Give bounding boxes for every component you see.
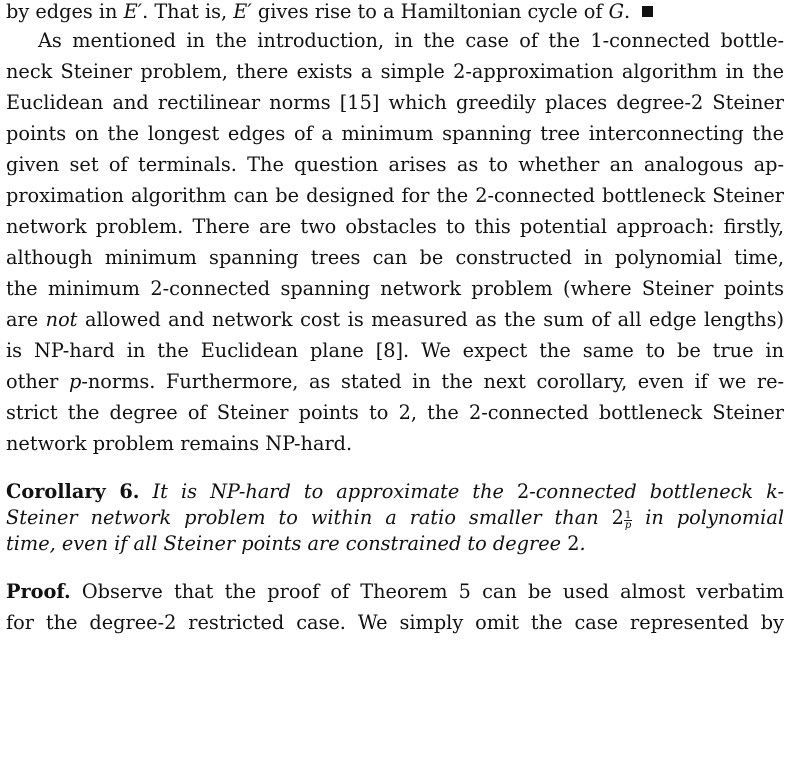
- text-line: by edges in E′. That is, E′ gives rise to a Hamiltonian cycle of G.: [6, 0, 784, 24]
- text-line: strict the degree of Steiner points to 2, the 2-connected bottleneck Steiner: [6, 401, 784, 424]
- exponent-fraction: $\frac{1}{p}$: [624, 510, 632, 531]
- proof-line: for the degree-2 restricted case. We simply omit the case represented by: [6, 611, 784, 634]
- text-line: although minimum spanning trees can be constructed in polynomial time,: [6, 246, 784, 269]
- text-line: proximation algorithm can be designed for the 2-connected bottleneck Steiner: [6, 184, 784, 207]
- proof-line: Proof. Observe that the proof of Theorem 5 can be used almost verbatim: [6, 580, 784, 603]
- corollary-label: Corollary 6.: [6, 480, 140, 503]
- text-line: are not allowed and network cost is measured as the sum of all edge lengths): [6, 308, 784, 331]
- text-line: Euclidean and rectilinear norms [15] which greedily places degree-2 Steiner: [6, 91, 784, 114]
- emphasis-text: not: [45, 308, 78, 331]
- corollary-line: Corollary 6. It is NP-hard to approximate the 2-connected bottleneck k-: [6, 480, 785, 503]
- text-line: As mentioned in the introduction, in the case of the 1-connected bottle-: [38, 29, 784, 52]
- text-line: points on the longest edges of a minimum spanning tree interconnecting the: [6, 122, 784, 145]
- proof-label: Proof.: [6, 580, 71, 603]
- qed-square-icon: [642, 6, 653, 17]
- text-line: network problem. There are two obstacles to this potential approach: firstly,: [6, 215, 784, 238]
- text-line: neck Steiner problem, there exists a simple 2-approximation algorithm in the: [6, 60, 784, 83]
- text-line: network problem remains NP-hard.: [6, 432, 353, 455]
- text-line: is NP-hard in the Euclidean plane [8]. We expect the same to be true in: [6, 339, 784, 362]
- corollary-line: Steiner network problem to within a ratio smaller than 2 $\frac{1}{p}$ in polynomial: [6, 506, 784, 531]
- text-line: other p-norms. Furthermore, as stated in the next corollary, even if we re-: [6, 370, 785, 393]
- text-line: given set of terminals. The question arises as to whether an analogous ap-: [6, 153, 784, 176]
- corollary-line: time, even if all Steiner points are constrained to degree 2.: [6, 532, 586, 555]
- text-line: the minimum 2-connected spanning network problem (where Steiner points: [6, 277, 784, 300]
